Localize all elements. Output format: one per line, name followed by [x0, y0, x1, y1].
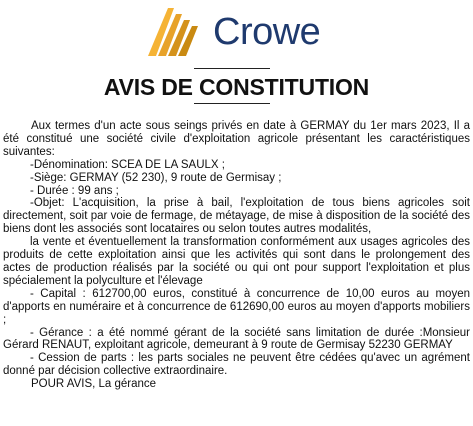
notice-item-objet: -Objet: L'acquisition, la prise à bail, l'exploitation de tous biens agricoles soit directement, soit par voie de fermage, de métayage, de mise à disposition de la société des biens dont les associés sont locataires ou selon toutes autres modalités,	[3, 197, 470, 236]
title-divider-bottom	[194, 103, 270, 104]
notice-item-duree: - Durée : 99 ans ;	[30, 184, 119, 197]
notice-item-siege: -Siège: GERMAY (52 230), 9 route de Germisay ;	[30, 171, 282, 184]
notice-intro: Aux termes d'un acte sous seings privés en date à GERMAY du 1er mars 2023, Il a été constitué une société civile d'exploitation agricole présentant les caractéristiques suivantes:	[3, 120, 470, 158]
notice-item-capital: - Capital : 612700,00 euros, constitué à concurrence de 10,00 euros au moyen d'apports en numéraire et à concurrence de 612690,00 euros au moyen d'apports mobiliers ;	[3, 287, 470, 326]
crowe-logo	[146, 6, 336, 58]
notice-item-cession: - Cession de parts : les parts sociales ne peuvent être cédées qu'avec un agrément donné par décision collective extraordinaire.	[3, 352, 470, 378]
crowe-logo-mark-icon	[146, 6, 204, 58]
notice-body	[3, 120, 470, 391]
notice-item-denomination: -Dénomination: SCEA DE LA SAULX ;	[30, 158, 225, 171]
notice-item-gerance: - Gérance : a été nommé gérant de la société sans limitation de durée :Monsieur Gérard RENAUT, exploitant agricole, demeurant à 9 route de Germisay 52230 GERMAY	[3, 326, 470, 352]
title-divider-top	[194, 68, 270, 69]
notice-closing: POUR AVIS, La gérance	[31, 378, 157, 391]
crowe-wordmark: Crowe	[213, 11, 321, 53]
notice-item-objet-suite: la vente et éventuellement la transformation conformément aux usages agricoles des produits de cette exploitation ainsi que les activités qui sont dans le prolongement des actes de production réalisés par la société ou qui ont pour support l'exploitation et plus spécialement la polyculture et l'élevage	[3, 236, 470, 287]
notice-title: AVIS DE CONSTITUTION	[103, 74, 370, 100]
